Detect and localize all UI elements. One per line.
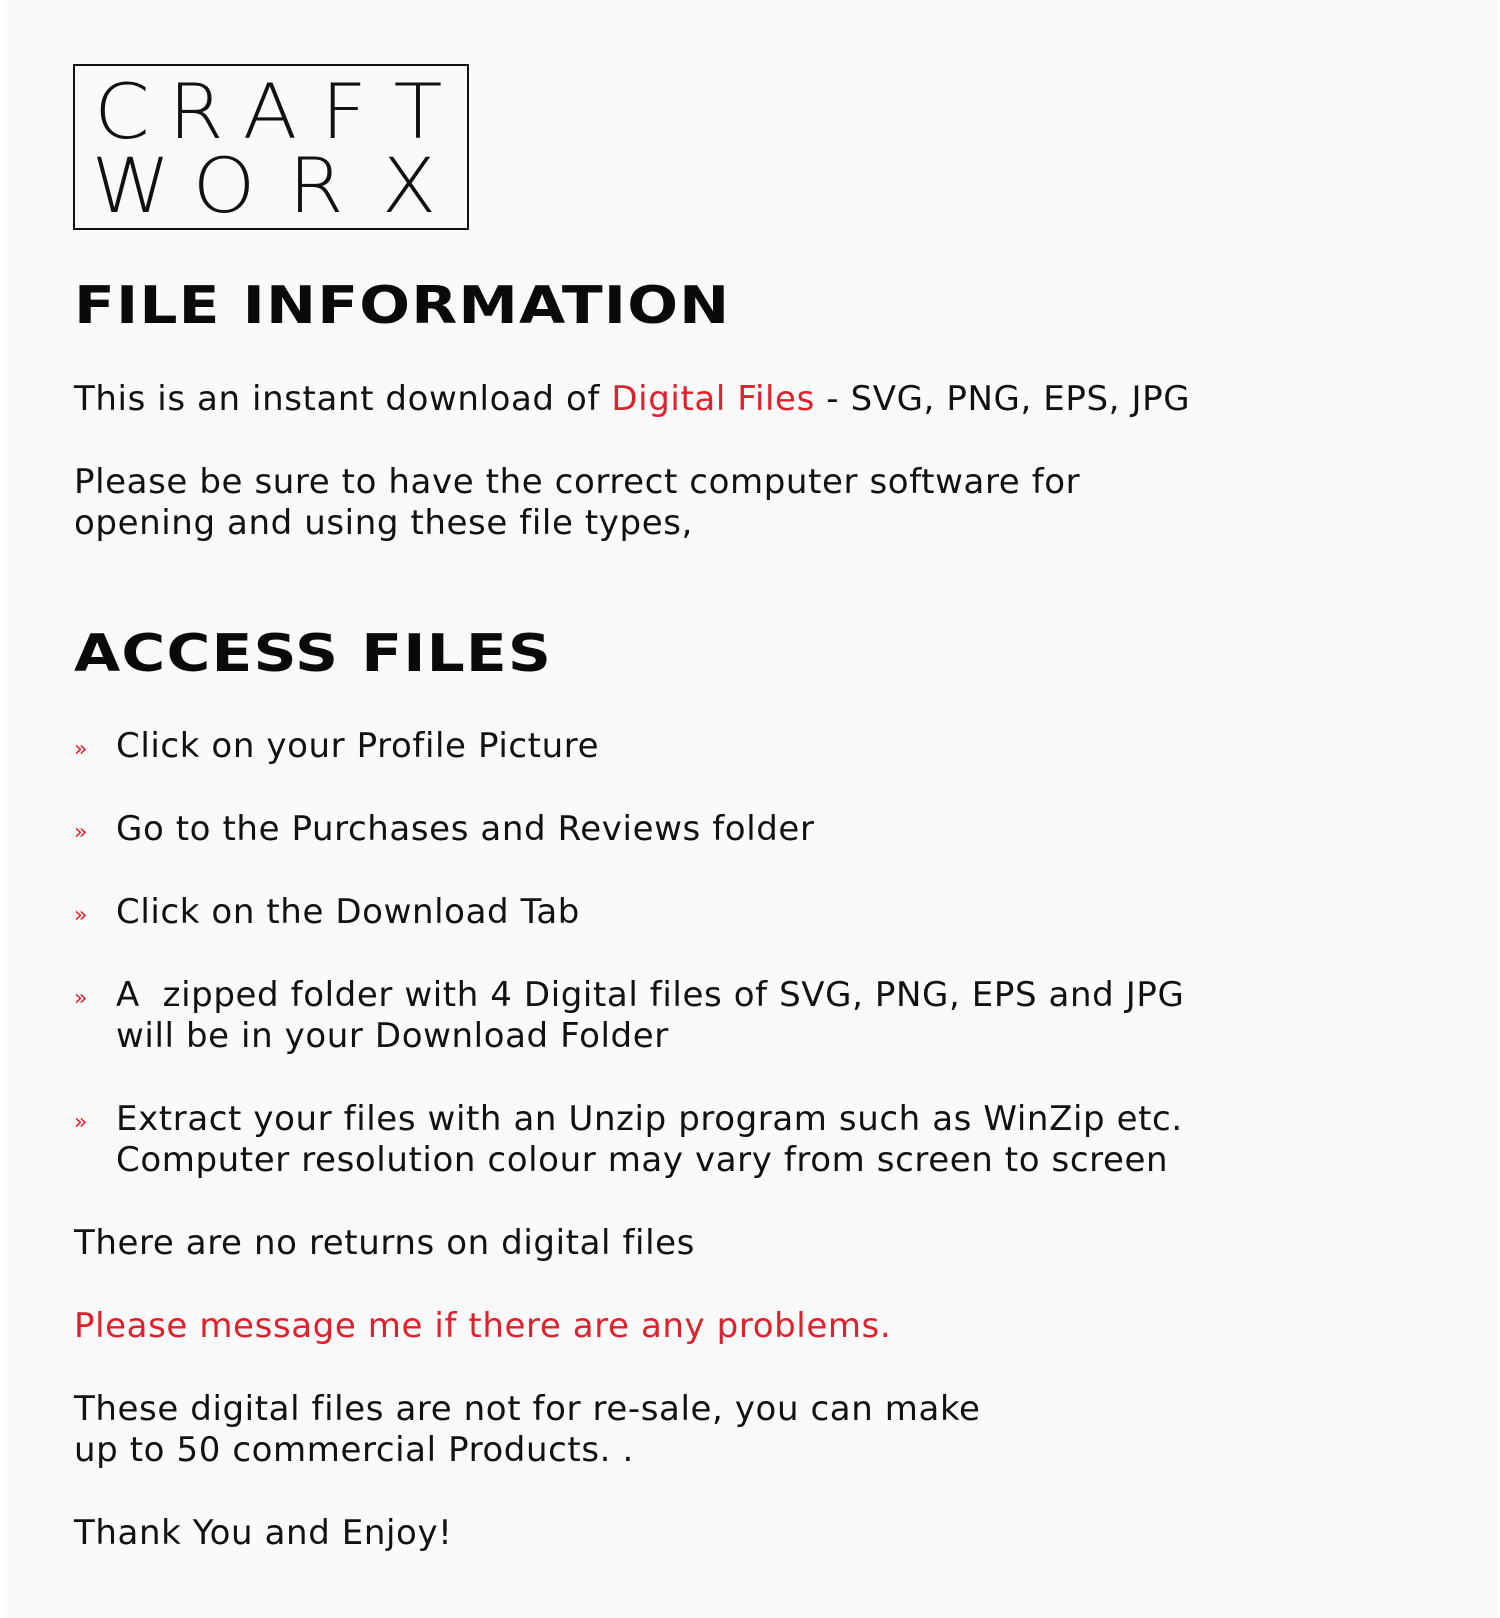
message-notice: Please message me if there are any problems.: [74, 1306, 892, 1346]
logo-letter: W: [91, 141, 171, 230]
bullet-icon: »: [74, 737, 88, 762]
logo-line-1: [85, 67, 455, 156]
intro-suffix: - SVG, PNG, EPS, JPG: [814, 379, 1191, 419]
logo-letter: R: [288, 141, 345, 230]
software-line-1: Please be sure to have the correct computer software for: [74, 462, 1081, 502]
step-text: A zipped folder with 4 Digital files of SVG, PNG, EPS and JPG: [116, 975, 1185, 1015]
step-text: Click on the Download Tab: [116, 892, 580, 932]
step-text-continued: will be in your Download Folder: [116, 1016, 669, 1056]
digital-files-highlight: Digital Files: [611, 379, 815, 419]
logo-letter: X: [381, 141, 437, 230]
step-text: Extract your files with an Unzip program such as WinZip etc.: [116, 1099, 1183, 1139]
bullet-icon: »: [74, 986, 88, 1011]
bullet-icon: »: [74, 903, 88, 928]
software-line-2: opening and using these file types,: [74, 503, 693, 543]
bullet-icon: »: [74, 1110, 88, 1135]
logo-letter: F: [321, 67, 367, 156]
logo-letter: A: [242, 67, 298, 156]
step-text: Go to the Purchases and Reviews folder: [116, 809, 815, 849]
info-card: [4, 0, 1498, 1618]
resale-line-1: These digital files are not for re-sale, you can make: [74, 1389, 981, 1429]
bullet-icon: »: [74, 820, 88, 845]
step-text-continued: Computer resolution colour may vary from screen to screen: [116, 1140, 1169, 1180]
logo-letter: O: [192, 141, 256, 230]
craftworx-logo: [73, 64, 469, 230]
logo-line-2: [85, 141, 455, 230]
step-text: Click on your Profile Picture: [116, 726, 600, 766]
no-returns-text: There are no returns on digital files: [74, 1223, 695, 1263]
access-files-heading: ACCESS FILES: [74, 624, 553, 684]
logo-letter: C: [94, 67, 150, 156]
logo-letter: R: [168, 67, 224, 156]
file-information-heading: FILE INFORMATION: [74, 276, 731, 336]
logo-letter: T: [393, 67, 443, 156]
resale-line-2: up to 50 commercial Products. .: [74, 1430, 634, 1470]
intro-prefix: This is an instant download of: [74, 379, 612, 419]
intro-line: [74, 378, 1190, 420]
thank-you-text: Thank You and Enjoy!: [74, 1513, 453, 1553]
